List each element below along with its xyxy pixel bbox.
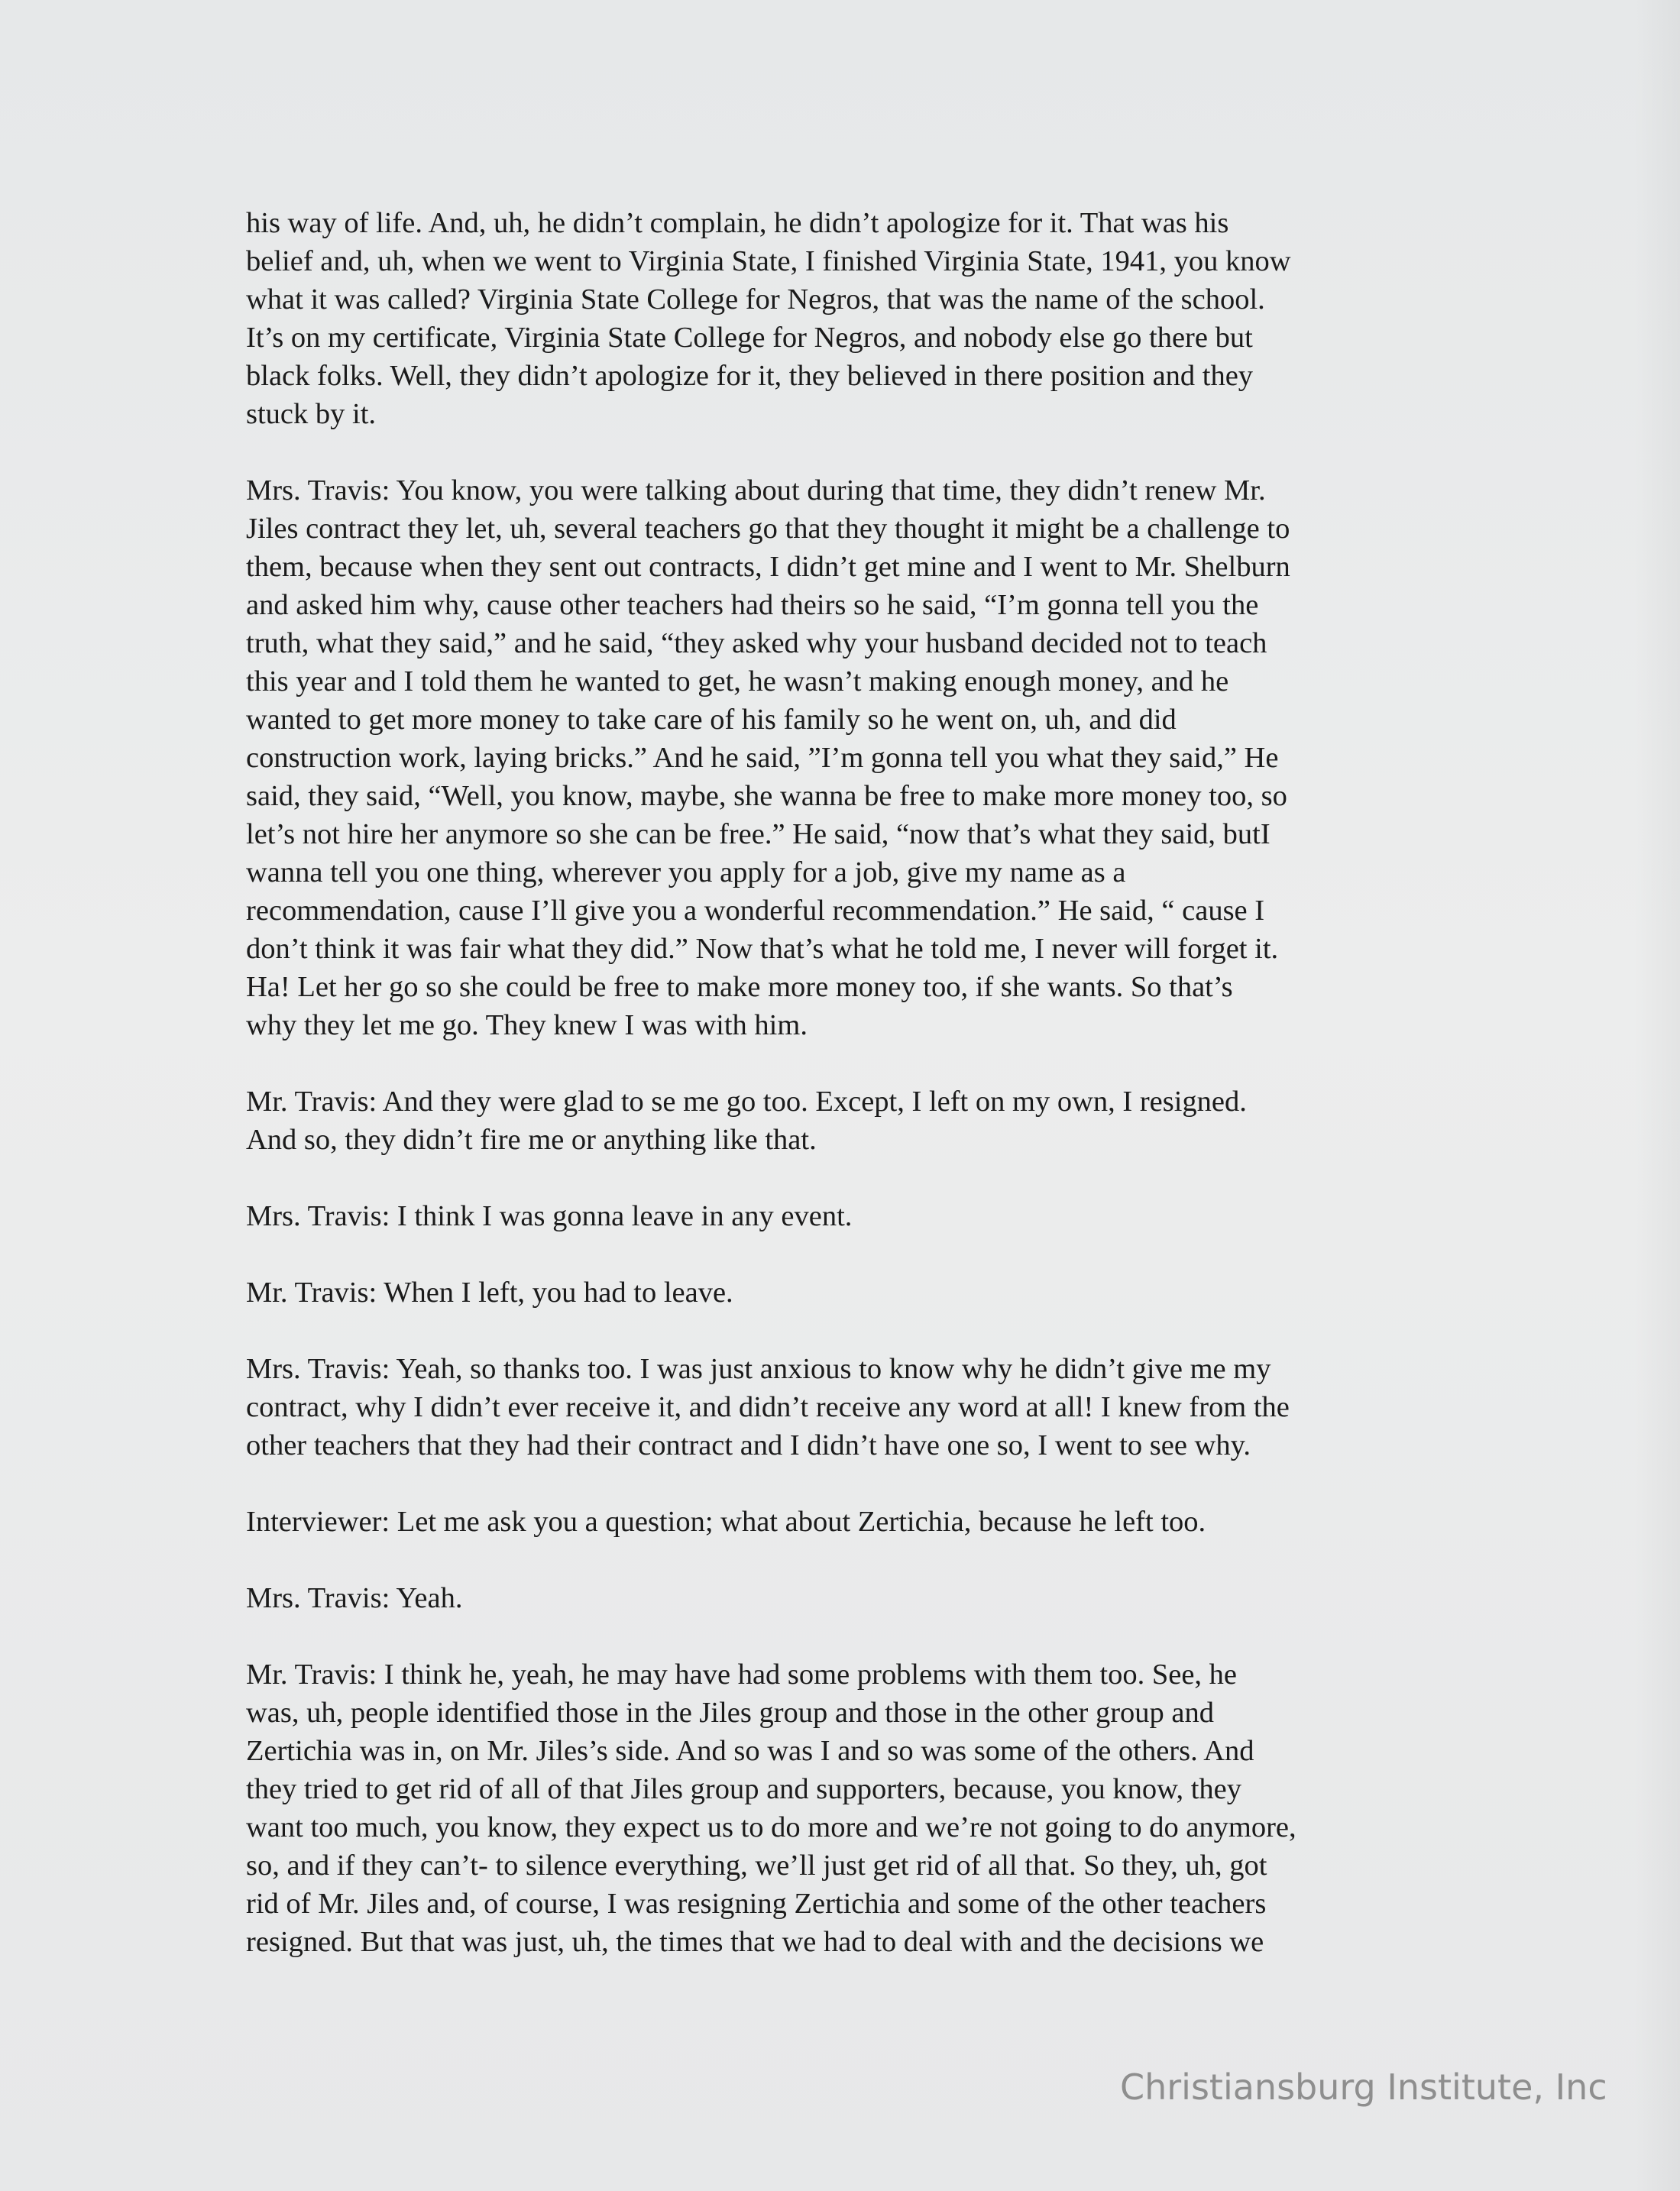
paragraph [246, 1197, 1438, 1235]
text-line: other teachers that they had their contract and I didn’t have one so, I went to see why. [246, 1429, 1251, 1461]
text-line: what it was called? Virginia State College for Negros, that was the name of the school. [246, 283, 1265, 316]
text-line: recommendation, cause I’ll give you a wonderful recommendation.” He said, “ cause I [246, 895, 1265, 927]
text-line: let’s not hire her anymore so she can be free.” He said, “now that’s what they said, butI [246, 818, 1271, 850]
text-line: they tried to get rid of all of that Jiles group and supporters, because, you know, they [246, 1773, 1241, 1805]
text-line: Mrs. Travis: I think I was gonna leave in any event. [246, 1200, 853, 1232]
text-line: Mrs. Travis: Yeah. [246, 1582, 463, 1614]
text-line: Jiles contract they let, uh, several teachers go that they thought it might be a challenge to [246, 513, 1290, 545]
text-line: belief and, uh, when we went to Virginia State, I finished Virginia State, 1941, you know [246, 245, 1291, 277]
text-line: Zertichia was in, on Mr. Jiles’s side. And so was I and so was some of the others. And [246, 1735, 1254, 1767]
text-line: his way of life. And, uh, he didn’t complain, he didn’t apologize for it. That was his [246, 207, 1229, 239]
text-line: and asked him why, cause other teachers had theirs so he said, “I’m gonna tell you the [246, 589, 1259, 621]
text-line: want too much, you know, they expect us to do more and we’re not going to do anymore, [246, 1811, 1296, 1843]
text-line: don’t think it was fair what they did.” Now that’s what he told me, I never will forget it. [246, 933, 1279, 965]
paragraph [246, 1273, 1438, 1312]
paragraph [246, 1503, 1438, 1541]
text-line: so, and if they can’t- to silence everything, we’ll just get rid of all that. So they, uh, got [246, 1850, 1267, 1882]
text-line: contract, why I didn’t ever receive it, and didn’t receive any word at all! I knew from the [246, 1391, 1290, 1423]
text-line: resigned. But that was just, uh, the times that we had to deal with and the decisions we [246, 1926, 1264, 1958]
paragraph [246, 471, 1438, 1044]
paragraph [246, 1083, 1438, 1159]
text-line: said, they said, “Well, you know, maybe, she wanna be free to make more money too, so [246, 780, 1287, 812]
text-line: truth, what they said,” and he said, “they asked why your husband decided not to teach [246, 627, 1267, 659]
text-line: Mr. Travis: I think he, yeah, he may have had some problems with them too. See, he [246, 1659, 1238, 1691]
text-line: this year and I told them he wanted to get, he wasn’t making enough money, and he [246, 665, 1229, 697]
text-line: construction work, laying bricks.” And he said, ”I’m gonna tell you what they said,” He [246, 742, 1279, 774]
text-line: black folks. Well, they didn’t apologize for it, they believed in there position and they [246, 360, 1254, 392]
text-line: Ha! Let her go so she could be free to make more money too, if she wants. So that’s [246, 971, 1233, 1003]
text-line: Mrs. Travis: You know, you were talking about during that time, they didn’t renew Mr. [246, 474, 1266, 506]
paragraph [246, 204, 1438, 433]
text-line: Mr. Travis: When I left, you had to leave. [246, 1277, 733, 1309]
text-line: was, uh, people identified those in the Jiles group and those in the other group and [246, 1697, 1215, 1729]
text-line: And so, they didn’t fire me or anything like that. [246, 1124, 817, 1156]
text-line: stuck by it. [246, 398, 377, 430]
text-line: Mrs. Travis: Yeah, so thanks too. I was just anxious to know why he didn’t give me my [246, 1353, 1271, 1385]
text-line: why they let me go. They knew I was with him. [246, 1009, 808, 1041]
paragraph [246, 1655, 1438, 1961]
text-line: Mr. Travis: And they were glad to se me go too. Except, I left on my own, I resigned. [246, 1086, 1247, 1118]
transcript-text [246, 204, 1438, 1999]
text-line: wanted to get more money to take care of his family so he went on, uh, and did [246, 704, 1177, 736]
text-line: It’s on my certificate, Virginia State College for Negros, and nobody else go there but [246, 322, 1253, 354]
watermark: Christiansburg Institute, Inc [1120, 2066, 1607, 2108]
text-line: wanna tell you one thing, wherever you apply for a job, give my name as a [246, 856, 1126, 888]
text-line: rid of Mr. Jiles and, of course, I was resigning Zertichia and some of the other teachers [246, 1888, 1267, 1920]
paragraph [246, 1579, 1438, 1617]
paragraph [246, 1350, 1438, 1464]
text-line: them, because when they sent out contracts, I didn’t get mine and I went to Mr. Shelburn [246, 551, 1290, 583]
text-line: Interviewer: Let me ask you a question; what about Zertichia, because he left too. [246, 1506, 1206, 1538]
